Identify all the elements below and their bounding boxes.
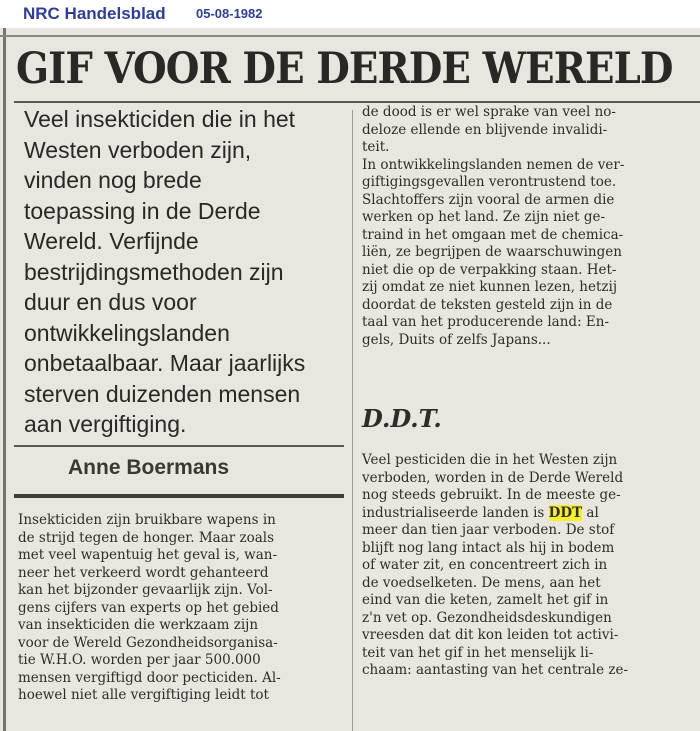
text-fragment: industrialiseerde landen is (362, 504, 549, 521)
text-fragment: al (582, 504, 599, 521)
top-rule (0, 35, 700, 37)
headline: GIF VOOR DE DERDE WERELD (16, 44, 673, 94)
text-line: deloze ellende en blijvende invalidi- (362, 121, 608, 138)
text-line: zij omdat ze niet kunnen lezen, hetzij (362, 279, 618, 295)
text-line: gens cijfers van experts op het gebied (18, 599, 279, 616)
column-divider (352, 110, 353, 731)
newspaper-name: NRC Handelsblad (23, 4, 166, 23)
text-line: Slachtoffers zijn vooral de armen die (362, 191, 615, 208)
text-line: de voedselketen. De mens, aan het (362, 574, 601, 591)
lead-line: Westen verboden zijn, (24, 136, 252, 163)
text-line: teit van het gif in het menselijk li- (362, 644, 594, 661)
text-line: kan het bijzonder gevaarlijk zijn. Vol- (18, 582, 273, 598)
text-line: neer het verkeerd wordt gehanteerd (18, 564, 269, 581)
clipping-edge (3, 28, 6, 731)
text-line: blijft nog lang intact als hij in bodem (362, 539, 615, 556)
text-line: tie W.H.O. worden per jaar 500.000 (18, 652, 261, 668)
byline-rule-top (14, 445, 344, 447)
lead-paragraph (24, 104, 344, 440)
subheading: D.D.T. (362, 404, 442, 433)
lead-line: sterven duizenden mensen (24, 380, 301, 407)
byline: Anne Boermans (68, 456, 230, 479)
body-column-left (18, 512, 350, 705)
body-column-right-bottom (362, 452, 694, 680)
text-line: eind van die keten, zamelt het gif in (362, 592, 609, 608)
headline-rule (14, 101, 700, 103)
text-line: gels, Duits of zelfs Japans... (362, 331, 551, 348)
text-line: doordat de teksten gesteld zijn in de (362, 296, 613, 313)
text-line: de strijd tegen de honger. Maar zoals (18, 529, 275, 546)
lead-line: ontwikkelingslanden (24, 319, 230, 346)
text-line-with-highlight (362, 505, 694, 523)
text-line: giftigingsgevallen verontrustend toe. (362, 174, 617, 190)
text-line: of water zit, en concentreert zich in (362, 557, 608, 573)
text-line: Insekticiden zijn bruikbare wapens in (18, 512, 276, 528)
text-line: de dood is er wel sprake van veel no- (362, 104, 616, 120)
lead-line: bestrijdingsmethoden zijn (24, 258, 284, 285)
text-line: taal van het producerende land: En- (362, 314, 610, 330)
text-line: verboden, worden in de Derde Wereld (362, 469, 624, 486)
publication-date: 05-08-1982 (196, 6, 263, 21)
text-line: met veel wapentuig het geval is, wan- (18, 547, 278, 563)
newspaper-clipping (0, 28, 700, 731)
text-line: traind in het omgaan met de chemica- (362, 226, 624, 243)
body-column-right-top (362, 104, 694, 349)
masthead (0, 0, 700, 28)
lead-line: duur en dus voor (24, 289, 197, 315)
text-line: mensen vergiftigd door pecticiden. Al- (18, 669, 281, 686)
text-line: hoewel niet alle vergiftiging leidt tot (18, 687, 269, 703)
text-line: meer dan tien jaar verboden. De stof (362, 522, 615, 538)
text-line: van insekticiden die werkzaam zijn (18, 617, 259, 633)
lead-line: Wereld. Verfijnde (24, 228, 199, 254)
lead-line: aan vergiftiging. (24, 411, 187, 437)
text-line: z'n vet op. Gezondheidsdeskundigen (362, 609, 612, 626)
text-line: chaam: aantasting van het centrale ze- (362, 662, 629, 678)
lead-line: onbetaalbaar. Maar jaarlijks (24, 350, 306, 376)
highlighted-term: DDT (548, 504, 583, 521)
text-line: Veel pesticiden die in het Westen zijn (362, 452, 618, 468)
text-line: voor de Wereld Gezondheidsorganisa- (18, 634, 278, 651)
lead-line: toepassing in de Derde (24, 197, 261, 224)
text-line: teit. (362, 139, 390, 155)
text-line: nog steeds gebruikt. In de meeste ge- (362, 487, 621, 503)
text-line: werken op het land. Ze zijn niet ge- (362, 209, 606, 225)
text-line: liën, ze begrijpen de waarschuwingen (362, 244, 622, 260)
lead-line: vinden nog brede (24, 167, 202, 193)
text-line: niet die op de verpakking staan. Het- (362, 261, 617, 278)
text-line: vreesden dat dit kon leiden tot activi- (362, 627, 619, 643)
lead-line: Veel insekticiden die in het (24, 106, 296, 132)
text-line: In ontwikkelingslanden nemen de ver- (362, 156, 625, 173)
byline-rule-bottom (14, 494, 344, 498)
